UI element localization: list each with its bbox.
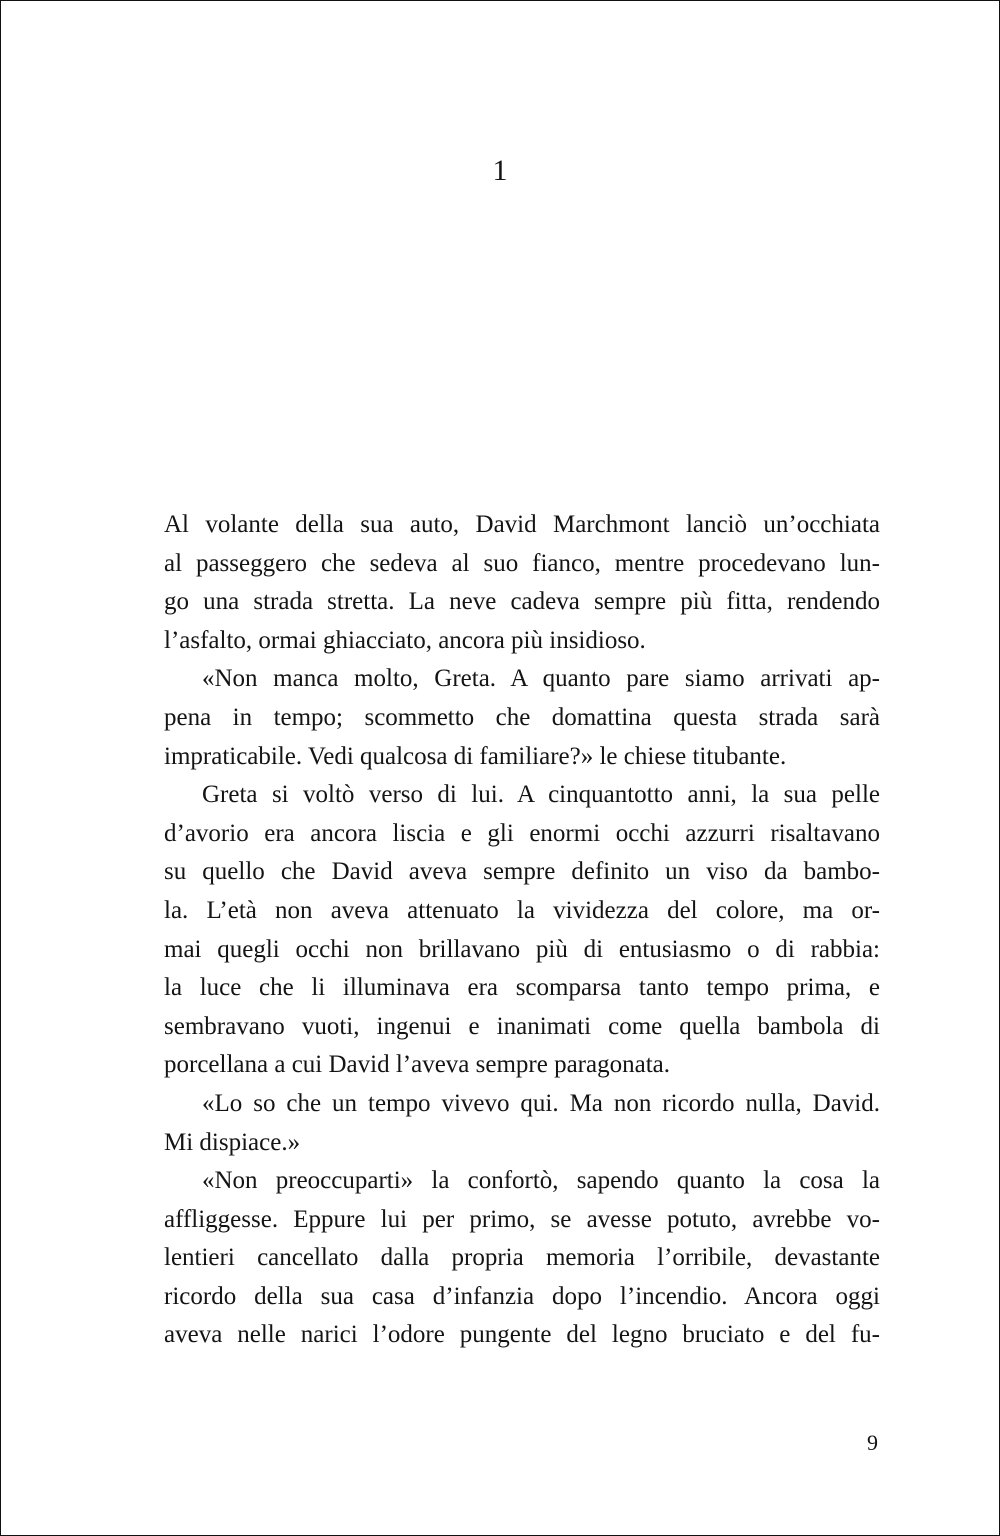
text-line: mai quegli occhi non brillavano più di entusiasmo o di rabbia: bbox=[164, 935, 880, 963]
text-line: go una strada stretta. La neve cadeva sempre più fitta, rendendo bbox=[164, 588, 880, 616]
text-line: impraticabile. Vedi qualcosa di familiare?» le chiese titubante. bbox=[164, 742, 787, 770]
text-line: Al volante della sua auto, David Marchmont lanciò un’occhiata bbox=[164, 511, 880, 538]
text-line: l’asfalto, ormai ghiacciato, ancora più insidioso. bbox=[164, 626, 646, 654]
text-line: porcellana a cui David l’aveva sempre paragonata. bbox=[164, 1051, 670, 1079]
text-line: lentieri cancellato dalla propria memoria l’orribile, devastante bbox=[164, 1244, 880, 1272]
text-line: la luce che li illuminava era scomparsa tanto tempo prima, e bbox=[164, 974, 880, 1002]
text-line: la. L’età non aveva attenuato la vividezza del colore, ma or- bbox=[164, 896, 880, 924]
chapter-number: 1 bbox=[492, 154, 508, 187]
text-line: Greta si voltò verso di lui. A cinquantotto anni, la sua pelle bbox=[202, 781, 880, 809]
text-line: aveva nelle narici l’odore pungente del legno bruciato e del fu- bbox=[164, 1321, 880, 1349]
text-line: ricordo della sua casa d’infanzia dopo l’incendio. Ancora oggi bbox=[164, 1282, 880, 1310]
text-line: «Non preoccuparti» la confortò, sapendo quanto la cosa la bbox=[202, 1167, 880, 1195]
text-line: pena in tempo; scommetto che domattina questa strada sarà bbox=[164, 703, 880, 731]
text-line: sembravano vuoti, ingenui e inanimati come quella bambola di bbox=[164, 1012, 880, 1040]
text-line: su quello che David aveva sempre definito un viso da bambo- bbox=[164, 858, 880, 886]
body-text bbox=[164, 506, 880, 1355]
text-line: Mi dispiace.» bbox=[164, 1128, 301, 1156]
text-line: «Lo so che un tempo vivevo qui. Ma non ricordo nulla, David. bbox=[202, 1089, 880, 1117]
text-line: d’avorio era ancora liscia e gli enormi occhi azzurri risaltavano bbox=[164, 819, 880, 847]
text-line: affliggesse. Eppure lui per primo, se avesse potuto, avrebbe vo- bbox=[164, 1205, 880, 1233]
page-number: 9 bbox=[867, 1430, 878, 1455]
text-line: «Non manca molto, Greta. A quanto pare siamo arrivati ap- bbox=[202, 665, 880, 693]
text-line: al passeggero che sedeva al suo fianco, mentre procedevano lun- bbox=[164, 549, 880, 577]
